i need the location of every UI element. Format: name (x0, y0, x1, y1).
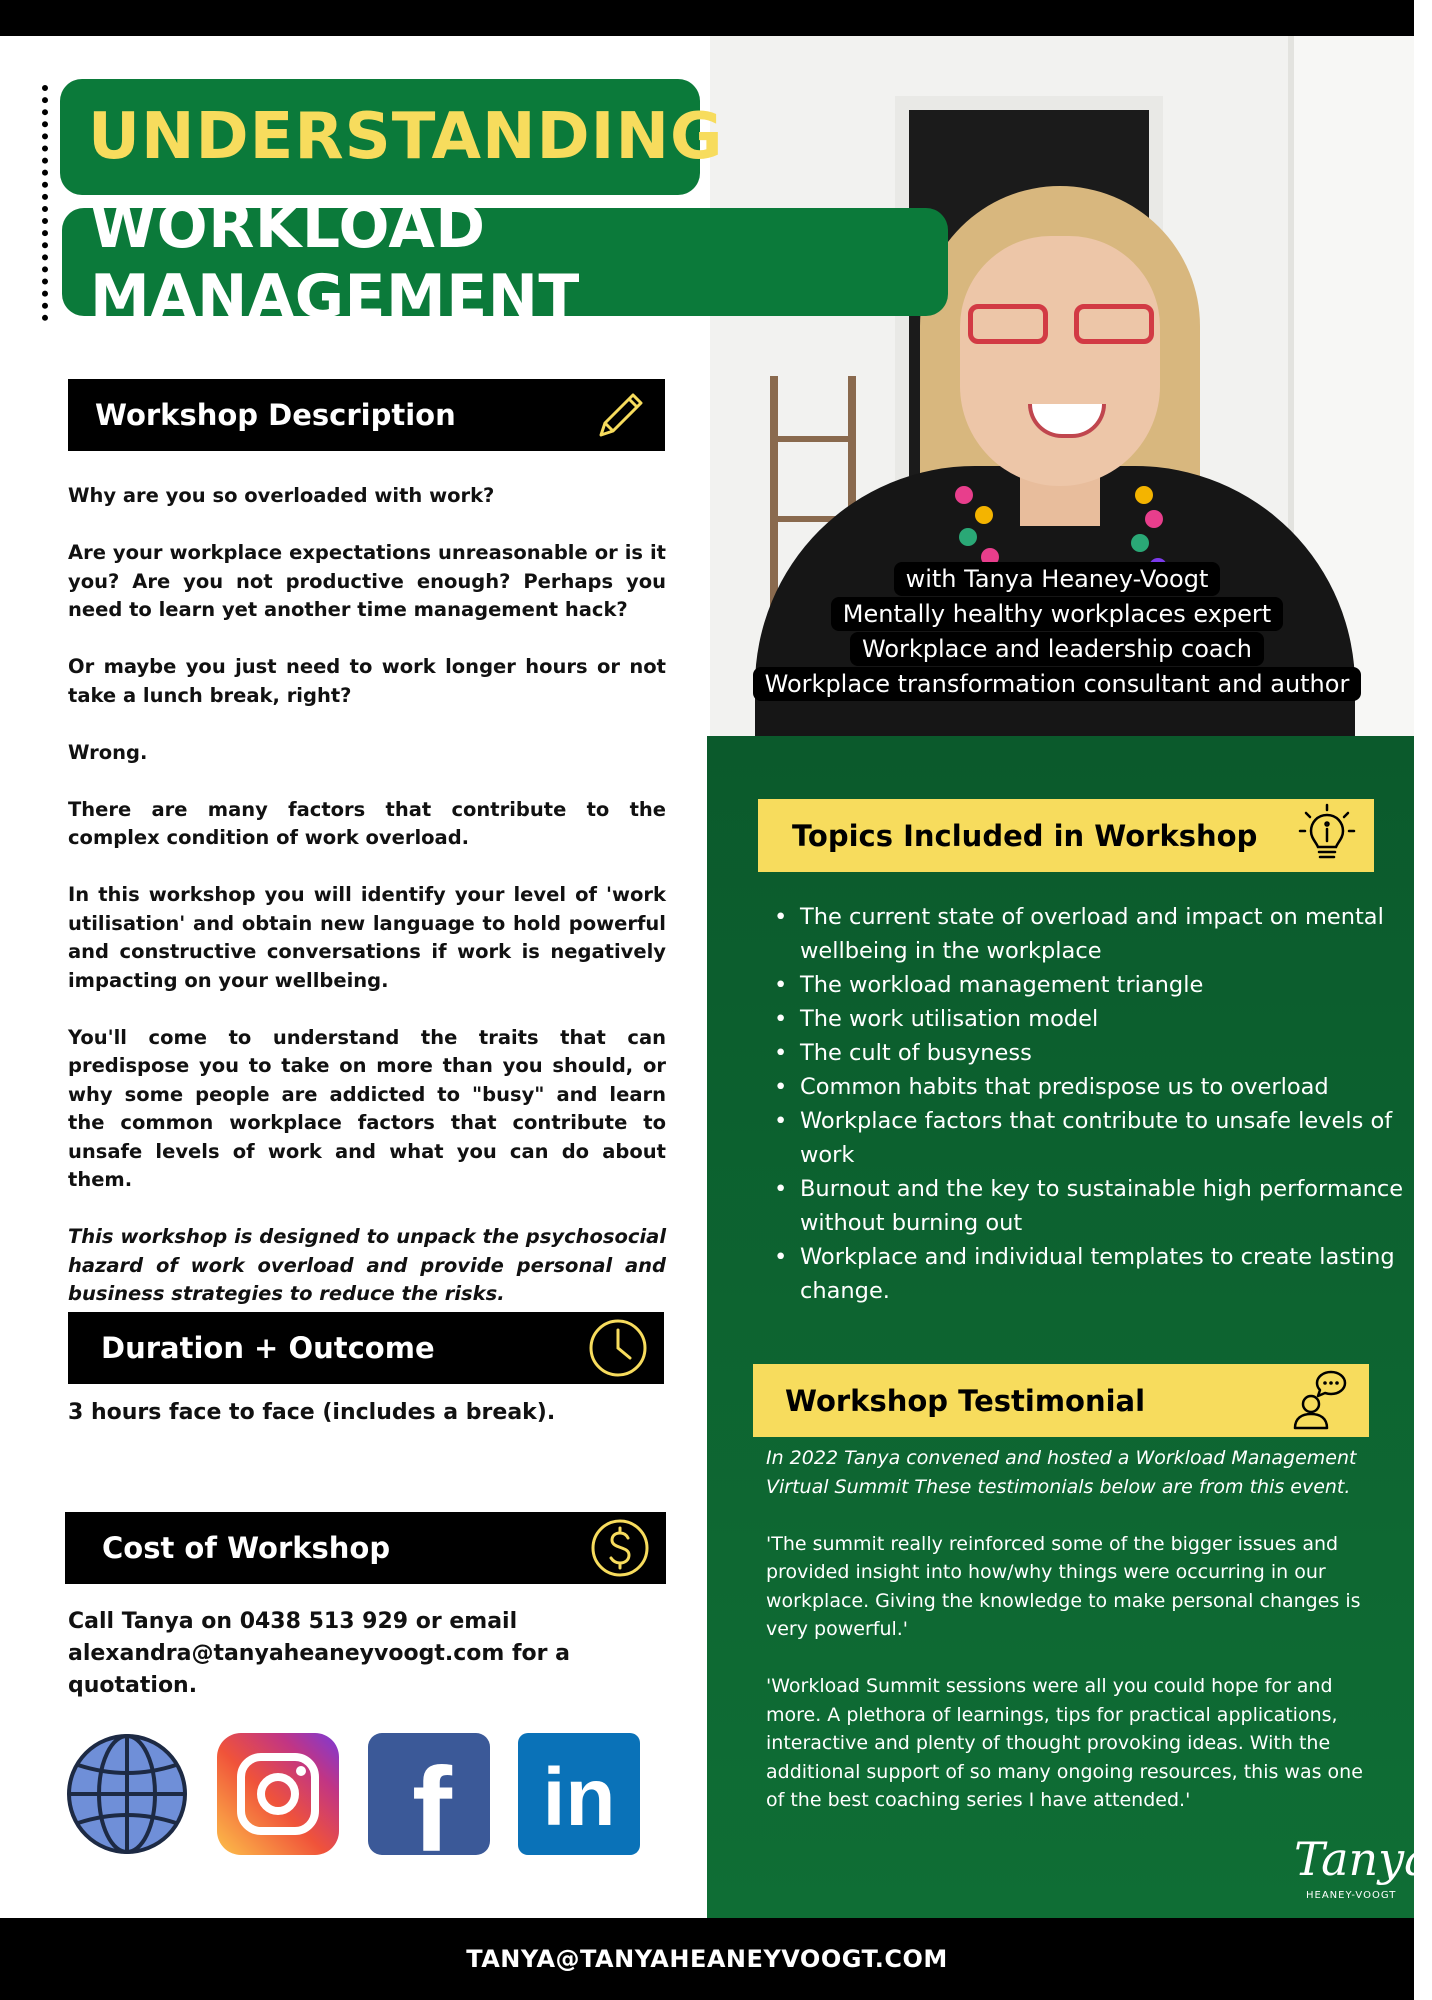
testimonial-quote: 'The summit really reinforced some of the bigger issues and provided insight into how/why things were occurring in our workplace. Giving the knowledge to make personal changes is very powerful.' (766, 1532, 1361, 1640)
globe-icon[interactable] (66, 1733, 188, 1855)
linkedin-glyph: in (542, 1752, 616, 1843)
linkedin-icon[interactable] (518, 1733, 640, 1855)
instagram-icon[interactable] (217, 1733, 339, 1855)
description-summary: This workshop is designed to unpack the psychosocial hazard of work overload and provide personal and business strategies to reduce the risks. (68, 1225, 666, 1305)
description-paragraph: In this workshop you will identify your level of 'work utilisation' and obtain new language to hold powerful and constructive conversations if work is negatively impacting on your wellbeing. (68, 883, 666, 992)
list-item: • The cult of busyness (800, 1036, 1412, 1070)
footer-bar (0, 1918, 1414, 2000)
section-header-topics (758, 799, 1374, 872)
description-paragraph: Wrong. (68, 740, 148, 764)
presenter-caption (700, 562, 1414, 702)
section-header-duration (68, 1312, 664, 1384)
cost-text: Call Tanya on 0438 513 929 or email alexandra@tanyaheaneyvoogt.com for a quotation. (68, 1609, 570, 1698)
facebook-icon[interactable] (368, 1733, 490, 1877)
list-item: • The current state of overload and impact on mental wellbeing in the workplace (800, 900, 1412, 968)
section-header-testimonial (753, 1364, 1369, 1437)
section-title: Cost of Workshop (102, 1531, 391, 1565)
section-title: Workshop Description (95, 398, 456, 432)
description-paragraph: Or maybe you just need to work longer hours or not take a lunch break, right? (68, 655, 666, 707)
facebook-glyph: f (412, 1743, 452, 1877)
description-paragraph: Why are you so overloaded with work? (68, 484, 495, 507)
page-title-line2: WORKLOAD MANAGEMENT (90, 192, 580, 332)
presenter-line: with Tanya Heaney-Voogt (894, 562, 1221, 596)
testimonial-intro: In 2022 Tanya convened and hosted a Workload Management Virtual Summit These testimonials below are from this event. (766, 1447, 1357, 1498)
list-item: • The workload management triangle (800, 968, 1412, 1002)
top-bar (0, 0, 1414, 36)
presenter-line: Workplace and leadership coach (850, 632, 1264, 666)
testimonial-body (766, 1444, 1378, 1843)
clock-icon (588, 1318, 648, 1378)
title-banner-line1 (60, 79, 724, 195)
testimonial-quote: 'Workload Summit sessions were all you could hope for and more. A plethora of learnings, tips for practical applications, interactive and plenty of thought provoking ideas. With the additional support of so many ongoing resources, this was one of the best coaching series I have attended.' (766, 1675, 1363, 1811)
list-item: • Workplace and individual templates to create lasting change. (800, 1240, 1412, 1308)
description-body (68, 482, 666, 1337)
list-item: • The work utilisation model (800, 1002, 1412, 1036)
section-header-cost (65, 1512, 666, 1584)
list-item: • Burnout and the key to sustainable high performance without burning out (800, 1172, 1412, 1240)
person-speech-icon (1291, 1368, 1353, 1430)
signature-logo (1288, 1832, 1432, 1912)
section-header-description (68, 379, 665, 451)
description-paragraph: You'll come to understand the traits that can predispose you to take on more than you should, or why some people are addicted to "busy" and learn the common workplace factors that contribute to unsafe levels of work and what you can do about them. (68, 1025, 666, 1191)
list-item: • Common habits that predispose us to overload (800, 1070, 1412, 1104)
section-title: Duration + Outcome (101, 1331, 435, 1365)
footer-email-link[interactable]: TANYA@TANYAHEANEYVOOGT.COM (466, 1945, 948, 1973)
lightbulb-icon (1296, 803, 1358, 865)
section-title: Workshop Testimonial (785, 1383, 1146, 1418)
presenter-line: Mentally healthy workplaces expert (831, 597, 1283, 631)
signature-name: HEANEY-VOOGT (1306, 1890, 1397, 1901)
topics-list (772, 900, 1412, 1308)
page-title-line1: UNDERSTANDING (88, 100, 724, 174)
pencil-icon (589, 385, 649, 445)
section-title: Topics Included in Workshop (792, 818, 1258, 853)
duration-text: 3 hours face to face (includes a break). (68, 1400, 556, 1425)
signature-script: Tanya (1294, 1832, 1432, 1886)
description-paragraph: There are many factors that contribute to the complex condition of work overload. (68, 797, 666, 849)
decorative-dotted-line (42, 85, 54, 321)
description-paragraph: Are your workplace expectations unreasonable or is it you? Are you not productive enough? Perhaps you need to learn yet another time management hack? (68, 541, 666, 621)
dollar-icon (590, 1518, 650, 1578)
title-banner-line2 (62, 192, 948, 332)
list-item: • Workplace factors that contribute to unsafe levels of work (800, 1104, 1412, 1172)
presenter-line: Workplace transformation consultant and author (753, 667, 1362, 701)
